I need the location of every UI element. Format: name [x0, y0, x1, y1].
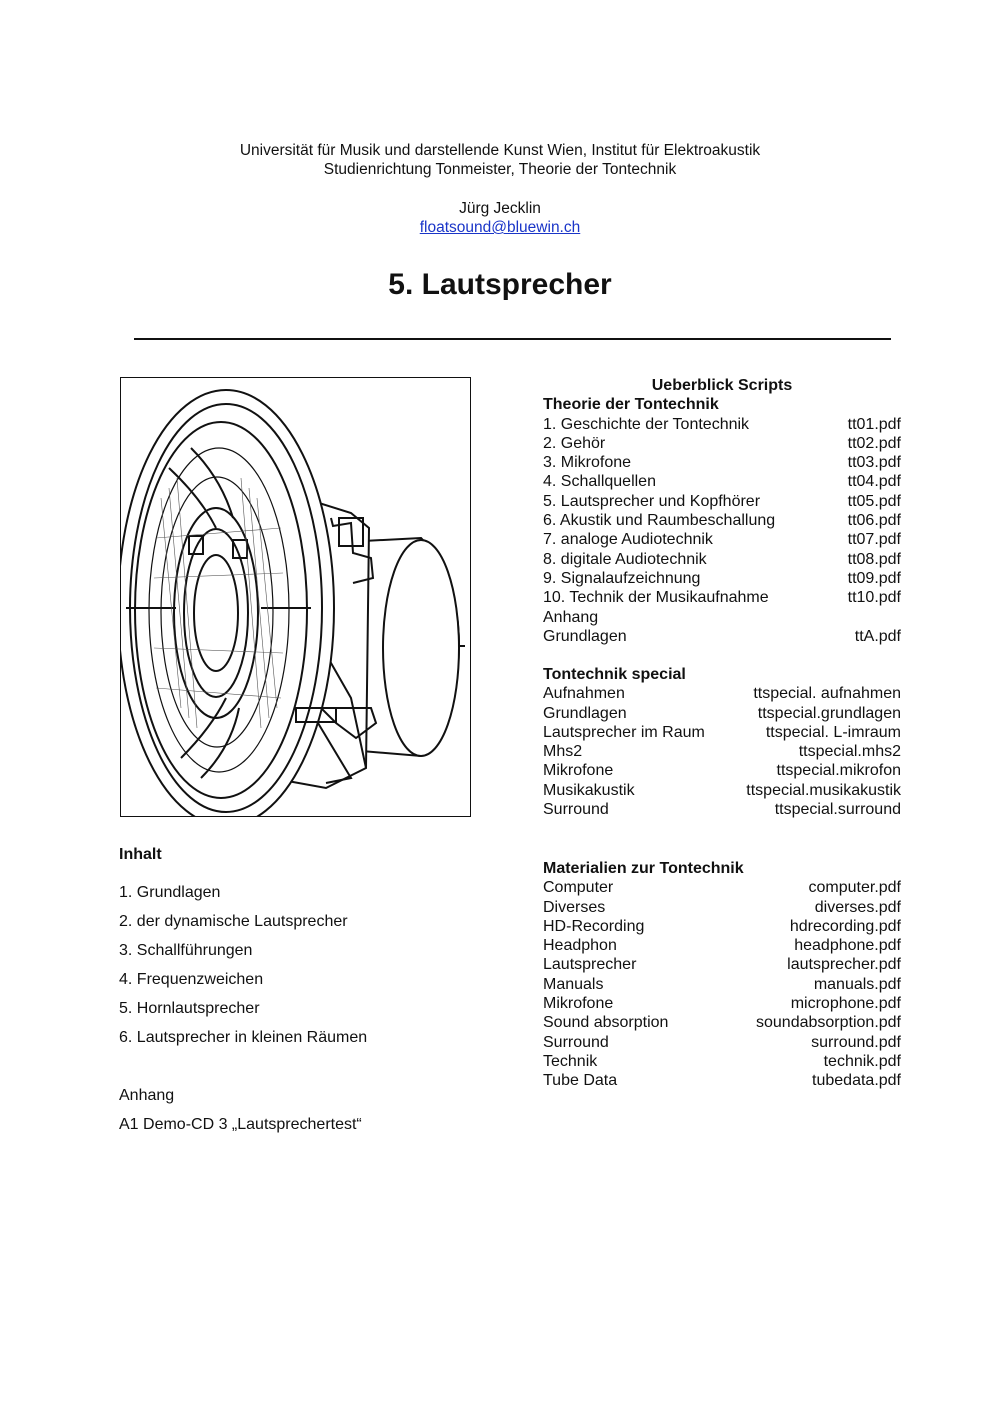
appendix-title: Anhang [119, 1087, 175, 1104]
script-file: tt02.pdf [847, 434, 901, 452]
script-file: tt04.pdf [847, 473, 901, 491]
script-row [543, 898, 901, 917]
script-row [543, 684, 901, 703]
title-divider [134, 338, 891, 340]
script-file: ttspecial. aufnahmen [753, 685, 901, 703]
script-label: 9. Signalaufzeichnung [543, 569, 701, 587]
script-label: Technik [543, 1052, 598, 1070]
contents-item: 1. Grundlagen [119, 884, 221, 901]
script-label: Grundlagen [543, 627, 627, 645]
script-row [543, 781, 901, 800]
theorie-list [543, 415, 901, 647]
script-label: 10. Technik der Musikaufnahme [543, 589, 769, 607]
script-label: 4. Schallquellen [543, 473, 656, 491]
script-file: ttspecial.mikrofon [776, 762, 901, 780]
script-file: surround.pdf [811, 1033, 901, 1051]
script-row [543, 955, 901, 974]
special-list [543, 684, 901, 819]
overview-heading: Ueberblick Scripts [651, 377, 793, 394]
script-row [543, 588, 901, 607]
script-label: Surround [543, 1033, 609, 1051]
email-link[interactable]: floatsound@bluewin.ch [419, 219, 581, 236]
script-file: ttspecial. L-imraum [765, 723, 901, 741]
script-label: 6. Akustik und Raumbeschallung [543, 512, 776, 530]
theorie-title: Theorie der Tontechnik [543, 396, 719, 414]
contents-title: Inhalt [119, 846, 162, 863]
script-label: Lautsprecher [543, 956, 637, 974]
materialien-title: Materialien zur Tontechnik [543, 860, 744, 877]
script-row [543, 569, 901, 588]
script-file: manuals.pdf [813, 975, 901, 993]
script-row [543, 936, 901, 955]
script-label: Surround [543, 801, 609, 819]
script-file: soundabsorption.pdf [756, 1014, 901, 1032]
script-file: tt07.pdf [847, 531, 901, 549]
contents-item: 6. Lautsprecher in kleinen Räumen [119, 1029, 368, 1046]
contents-item: 5. Hornlautsprecher [119, 1000, 260, 1017]
script-label: Mikrofone [543, 762, 614, 780]
script-row [543, 530, 901, 549]
script-row [543, 917, 901, 936]
script-file: microphone.pdf [790, 995, 901, 1013]
script-label: Mhs2 [543, 743, 583, 761]
script-file: tubedata.pdf [812, 1072, 901, 1090]
script-file: computer.pdf [808, 879, 901, 897]
script-file: ttspecial.grundlagen [757, 704, 901, 722]
script-label: Anhang [543, 608, 599, 626]
materialien-section [543, 859, 901, 1091]
script-file: tt10.pdf [847, 589, 901, 607]
script-file: tt08.pdf [847, 550, 901, 568]
script-label: Musikakustik [543, 781, 635, 799]
script-label: Grundlagen [543, 704, 627, 722]
script-label: 2. Gehör [543, 434, 606, 452]
script-row [543, 1052, 901, 1071]
script-row [543, 761, 901, 780]
script-file: ttA.pdf [854, 627, 901, 645]
script-file: tt06.pdf [847, 512, 901, 530]
script-file: tt05.pdf [847, 492, 901, 510]
script-row [543, 415, 901, 434]
script-row [543, 472, 901, 491]
contents-item: 4. Frequenzweichen [119, 971, 264, 988]
script-row [543, 608, 901, 627]
page-title: 5. Lautsprecher [388, 268, 612, 301]
script-row [543, 550, 901, 569]
script-row [543, 492, 901, 511]
script-row [543, 434, 901, 453]
loudspeaker-figure [120, 377, 471, 817]
script-label: Sound absorption [543, 1014, 669, 1032]
script-row [543, 1033, 901, 1052]
author-name: Jürg Jecklin [459, 200, 541, 217]
appendix-item: A1 Demo-CD 3 „Lautsprechertest“ [119, 1116, 362, 1133]
script-file: hdrecording.pdf [789, 917, 901, 935]
script-label: Aufnahmen [543, 685, 625, 703]
script-row [543, 723, 901, 742]
script-row [543, 1071, 901, 1090]
script-row [543, 627, 901, 646]
script-file: technik.pdf [823, 1052, 901, 1070]
script-file: ttspecial.musikakustik [746, 781, 901, 799]
script-row [543, 453, 901, 472]
script-row [543, 975, 901, 994]
loudspeaker-drawing-icon [121, 378, 470, 816]
script-row [543, 994, 901, 1013]
script-row [543, 878, 901, 897]
materialien-list [543, 878, 901, 1090]
study-program-line: Studienrichtung Tonmeister, Theorie der Tontechnik [323, 161, 677, 178]
script-row [543, 704, 901, 723]
contents-item: 3. Schallführungen [119, 942, 253, 959]
script-file: lautsprecher.pdf [787, 956, 901, 974]
script-file: tt09.pdf [847, 569, 901, 587]
overview-section [543, 376, 901, 646]
script-row [543, 1013, 901, 1032]
script-label: Diverses [543, 898, 606, 916]
script-label: Manuals [543, 975, 604, 993]
special-section [543, 665, 901, 819]
script-label: 7. analoge Audiotechnik [543, 531, 713, 549]
script-label: Mikrofone [543, 995, 614, 1013]
script-file: ttspecial.surround [774, 801, 901, 819]
script-label: Computer [543, 879, 614, 897]
script-label: 5. Lautsprecher und Kopfhörer [543, 492, 761, 510]
institution-line: Universität für Musik und darstellende Kunst Wien, Institut für Elektroakustik [239, 142, 761, 159]
script-label: Lautsprecher im Raum [543, 723, 705, 741]
script-row [543, 742, 901, 761]
script-row [543, 511, 901, 530]
script-label: HD-Recording [543, 917, 645, 935]
contents-item: 2. der dynamische Lautsprecher [119, 913, 348, 930]
script-label: 8. digitale Audiotechnik [543, 550, 707, 568]
script-label: 1. Geschichte der Tontechnik [543, 415, 750, 433]
script-file: diverses.pdf [814, 898, 901, 916]
script-file: tt03.pdf [847, 454, 901, 472]
script-row [543, 800, 901, 819]
script-file: ttspecial.mhs2 [798, 743, 901, 761]
script-file: tt01.pdf [847, 415, 901, 433]
special-title: Tontechnik special [543, 666, 686, 683]
script-label: Headphon [543, 937, 617, 955]
email-line [0, 218, 1000, 238]
script-file: headphone.pdf [794, 937, 901, 955]
script-label: 3. Mikrofone [543, 454, 632, 472]
script-label: Tube Data [543, 1072, 618, 1090]
